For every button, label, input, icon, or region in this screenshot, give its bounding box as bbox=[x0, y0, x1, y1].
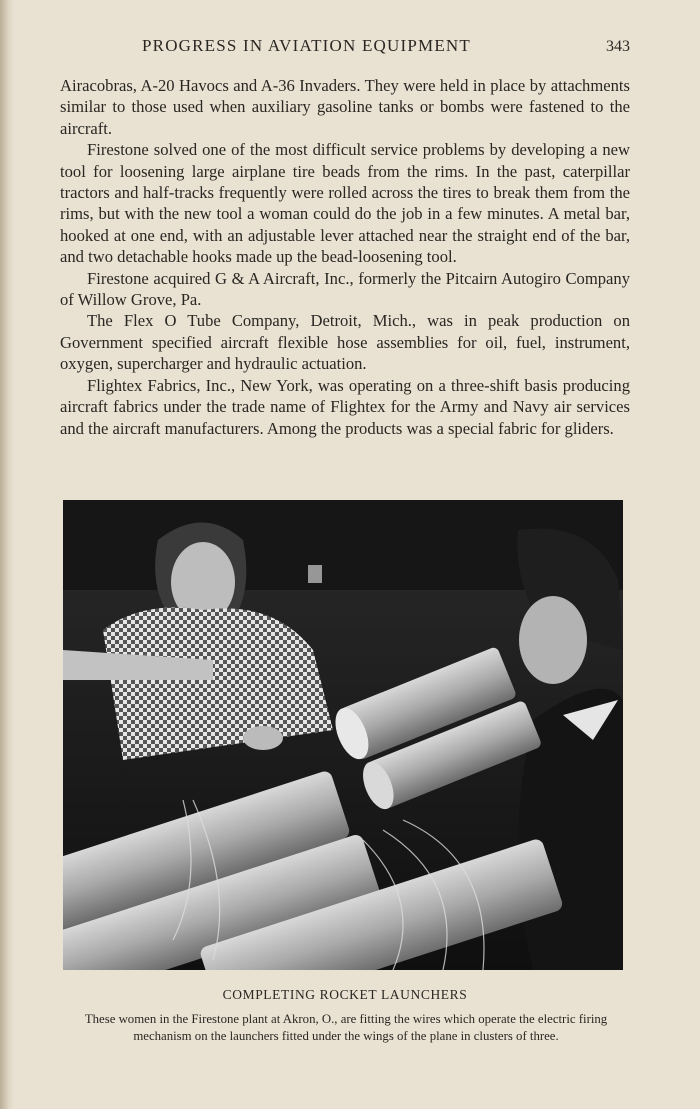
running-head bbox=[60, 36, 632, 58]
page-binding-edge bbox=[0, 0, 14, 1109]
paragraph-firestone-tool: Firestone solved one of the most difficult service problems by developing a new tool for loosening large airplane tire beads from the rims. In the past, caterpillar tractors and half-tracks frequently were rolled across the tires to break them from the rims, but with the new tool a woman could do the job in a few minutes. A metal bar, hooked at one end, with an adjustable lever attached near the straight end of the bar, and two detachable hooks made up the bead-loosening tool. bbox=[60, 140, 630, 267]
photo-rocket-launchers bbox=[63, 500, 623, 970]
page-number: 343 bbox=[606, 38, 630, 55]
running-title: PROGRESS IN AVIATION EQUIPMENT bbox=[142, 36, 471, 55]
paragraph-firestone-acquisition: Firestone acquired G & A Aircraft, Inc., formerly the Pitcairn Autogiro Company of Willow Grove, Pa. bbox=[60, 268, 630, 310]
paragraph-flex-o-tube: The Flex O Tube Company, Detroit, Mich., was in peak production on Government specified aircraft flexible hose assemblies for oil, fuel, instrument, oxygen, supercharger and hydraulic actuation. bbox=[60, 311, 630, 374]
body-text bbox=[60, 75, 630, 439]
paragraph-continued: Airacobras, A-20 Havocs and A-36 Invaders. They were held in place by attachments similar to those used when auxiliary gasoline tanks or bombs were fastened to the aircraft. bbox=[60, 76, 630, 138]
figure-caption-title: COMPLETING ROCKET LAUNCHERS bbox=[222, 987, 468, 1002]
figure-caption-text: These women in the Firestone plant at Akron, O., are fitting the wires which operate the electric firing mechanism on the launchers fitted under the wings of the plane in clusters of three. bbox=[84, 1012, 608, 1043]
paragraph-flightex: Flightex Fabrics, Inc., New York, was operating on a three-shift basis producing aircraft fabrics under the trade name of Flightex for the Army and Navy air services and the aircraft manufacturers. Among the products was a special fabric for gliders. bbox=[60, 375, 630, 438]
